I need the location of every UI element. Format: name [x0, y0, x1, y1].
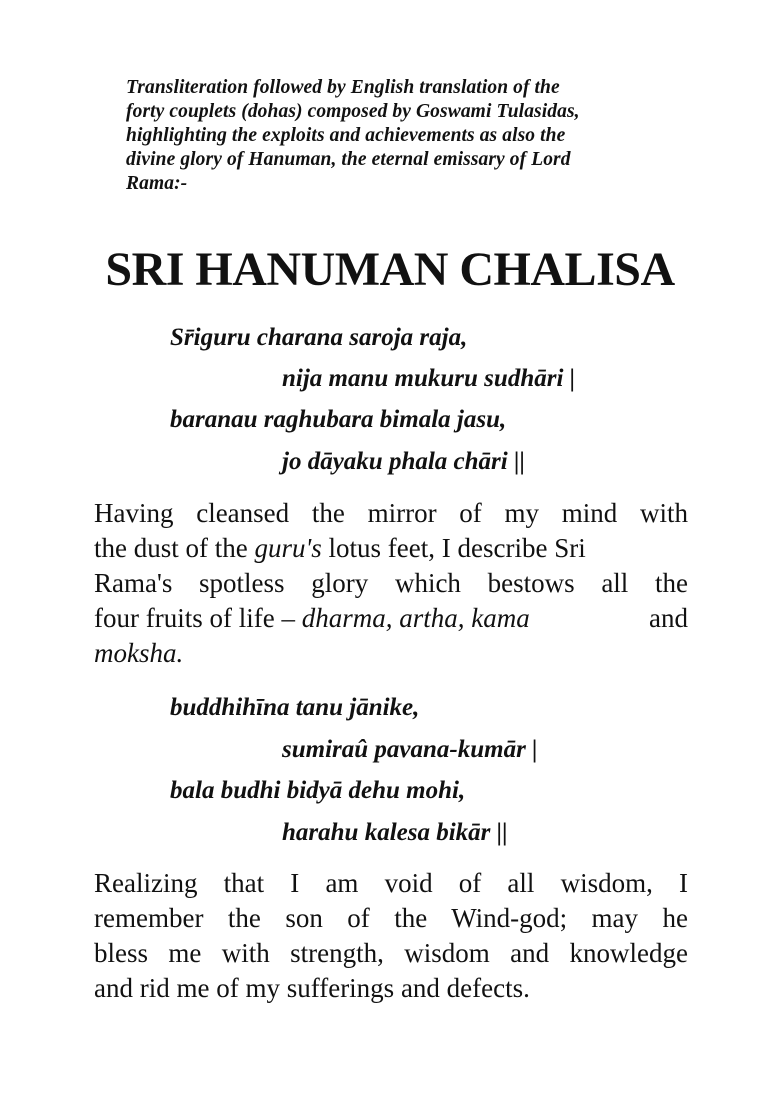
- verse-1-line-2: nija manu mukuru sudhāri |: [282, 365, 576, 392]
- translation-2-line: and rid me of my sufferings and defects.: [94, 973, 530, 1003]
- page-title: SRI HANUMAN CHALISA: [105, 243, 675, 296]
- text-run: [94, 601, 530, 636]
- italic-term: guru's: [254, 533, 322, 563]
- text-run: the dust of the: [94, 533, 255, 563]
- text-run: and: [649, 603, 688, 633]
- italic-term: moksha.: [94, 638, 184, 668]
- verse-2-line-4: harahu kalesa bikār ||: [282, 819, 508, 846]
- verse-1-line-4: jo dāyaku phala chāri ||: [282, 448, 525, 475]
- verse-2-line-3: bala budhi bidyā dehu mohi,: [170, 777, 466, 804]
- intro-line: Transliteration followed by English translation of the: [126, 77, 560, 98]
- intro-line: forty couplets (dohas) composed by Goswami Tulasidas,: [126, 101, 580, 122]
- translation-2-line: Realizing that I am void of all wisdom, I: [94, 868, 688, 898]
- verse-1-line-3: baranau raghubara bimala jasu,: [170, 406, 507, 433]
- intro-line: highlighting the exploits and achievements as also the: [126, 125, 566, 146]
- translation-1-line: [94, 636, 688, 671]
- translation-2-line: remember the son of the Wind-god; may he: [94, 903, 688, 933]
- verse-1-line-1: Sr̄iguru charana saroja raja,: [170, 324, 468, 351]
- intro-paragraph: [126, 76, 686, 196]
- translation-1-line: Rama's spotless glory which bestows all the: [94, 568, 688, 598]
- text-run: four fruits of life –: [94, 603, 302, 633]
- translation-2: [94, 866, 688, 1006]
- verse-2-line-2: sumiraû pavana-kumār |: [282, 736, 538, 763]
- translation-2-line: bless me with strength, wisdom and knowledge: [94, 938, 688, 968]
- translation-1-line: [94, 601, 688, 636]
- text-run: lotus feet, I describe Sri: [321, 533, 586, 563]
- verse-2-line-1: buddhihīna tanu jānike,: [170, 694, 420, 721]
- translation-1-line: [94, 531, 688, 566]
- italic-term: dharma, artha, kama: [301, 603, 530, 633]
- intro-line: Rama:-: [126, 173, 188, 194]
- translation-1: [94, 496, 688, 671]
- translation-1-line: Having cleansed the mirror of my mind with: [94, 498, 688, 528]
- intro-line: divine glory of Hanuman, the eternal emissary of Lord: [126, 149, 571, 170]
